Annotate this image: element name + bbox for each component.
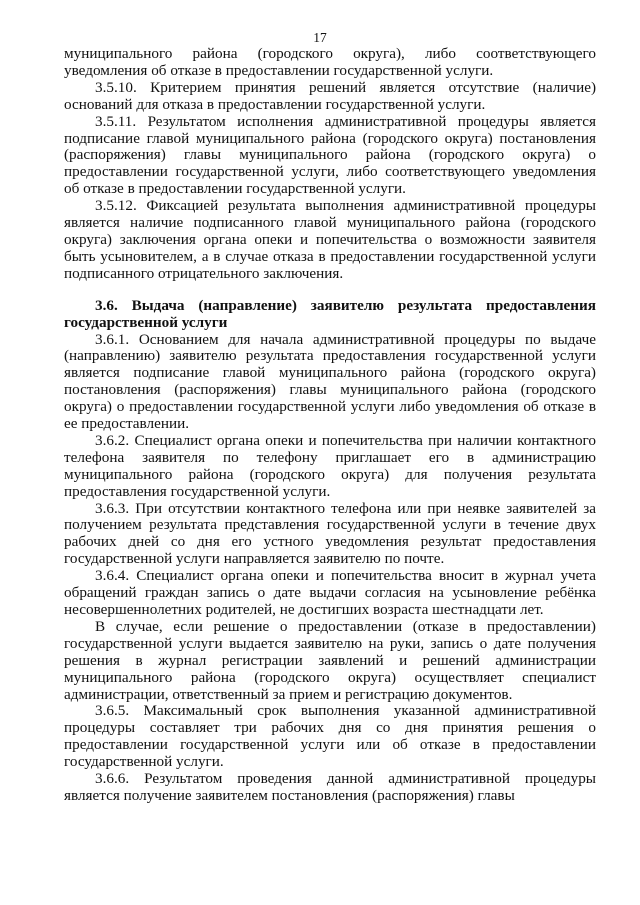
page-number: 17 [313,30,327,45]
paragraph-3-6-4: 3.6.4. Специалист органа опеки и попечительства вносит в журнал учета обращений граждан запись о дате выдачи согласия на усыновление ребёнка несовершеннолетних родителей, не достигших возраста шестнадцати лет. [64,567,596,618]
paragraph-3-6-2: 3.6.2. Специалист органа опеки и попечительства при наличии контактного телефона заявителя по телефону приглашает его в администрацию муниципального района (городского округа) для получения результата предоставления государственной услуги. [64,431,596,500]
paragraph-3-6-4-continued: В случае, если решение о предоставлении (отказе в предоставлении) государственной услуги выдается заявителю на руки, запись о дате получения решения в журнал регистрации заявлений и решений администрации муниципального района (городского округа) осуществляет специалист администрации, ответственный за прием и регистрацию документов. [64,617,596,703]
paragraph-3-6-3: 3.6.3. При отсутствии контактного телефона или при неявке заявителей за получением результата представления государственной услуги в течение двух рабочих дней со дня его устного уведомления результат предоставления государственной услуги направляется заявителю по почте. [64,499,596,568]
paragraph-3-6-5: 3.6.5. Максимальный срок выполнения указанной административной процедуры составляет три рабочих дня со дня принятия решения о предоставлении государственной услуги или об отказе в предоставлении государственной услуги. [64,702,596,771]
paragraph-3-6-1: 3.6.1. Основанием для начала административной процедуры по выдаче (направлению) заявителю результата предоставления государственной услуги является подписание главой муниципального района (городского округа) постановления (распоряжения) главы муниципального района (городского округа) о предоставлении государственной услуги либо уведомления об отказе в ее предоставлении. [64,330,596,433]
paragraph-3-5-11: 3.5.11. Результатом исполнения административной процедуры является подписание главой муниципального района (городского округа) постановления (распоряжения) главы муниципального района (городского округа) о предоставлении государственной услуги, либо соответствующего уведомления об отказе в предоставлении государственной услуги. [64,112,596,198]
paragraph-3-5-10: 3.5.10. Критерием принятия решений является отсутствие (наличие) оснований для отказа в предоставлении государственной услуги. [64,78,596,113]
section-heading-3-6: 3.6. Выдача (направление) заявителю результата предоставления государственной услуги [64,296,596,331]
section-spacer [64,283,596,298]
paragraph-continuation: муниципального района (городского округа), либо соответствующего уведомления об отказе в предоставлении государственной услуги. [64,45,596,79]
document-body [64,46,596,805]
paragraph-3-5-12: 3.5.12. Фиксацией результата выполнения административной процедуры является наличие подписанного главой муниципального района (городского округа) заключения органа опеки и попечительства о возможности заявителя быть усыновителем, а в случае отказа в предоставлении государственной услуги подписанного отрицательного заключения. [64,197,596,282]
paragraph-3-6-6: 3.6.6. Результатом проведения данной административной процедуры является получение заявителем постановления (распоряжения) главы [64,770,596,804]
